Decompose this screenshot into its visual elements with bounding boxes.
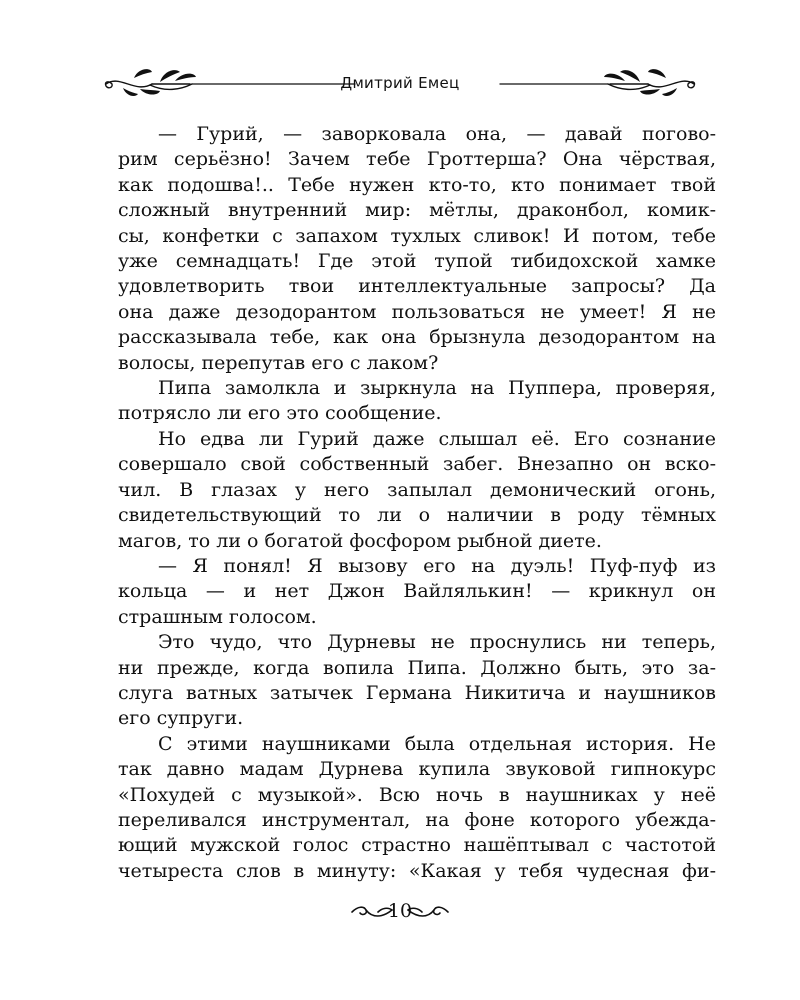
text-line: свидетельствующий то ли о наличии в роду тёмных bbox=[118, 504, 716, 527]
body-text bbox=[118, 122, 716, 884]
paragraph bbox=[118, 376, 716, 427]
text-line: С этими наушниками была отдельная история. Не bbox=[158, 732, 716, 755]
text-line: ющий мужской голос страстно нашёптывал с частотой bbox=[118, 834, 716, 857]
text-line: ни прежде, когда вопила Пипа. Должно быть, это за- bbox=[118, 656, 716, 679]
page-footer bbox=[0, 896, 800, 932]
page-header bbox=[0, 58, 800, 110]
text-line: потрясло ли его это сообщение. bbox=[118, 402, 442, 425]
text-line: рим серьёзно! Зачем тебе Гроттерша? Она чёрствая, bbox=[118, 148, 716, 171]
text-line: Это чудо, что Дурневы не проснулись ни теперь, bbox=[158, 631, 716, 654]
text-line: — Гурий, — заворковала она, — давай погово- bbox=[158, 123, 716, 145]
text-line: четыреста слов в минуту: «Какая у тебя чудесная фи- bbox=[118, 859, 716, 882]
text-line: совершало свой собственный забег. Внезапно он вско- bbox=[118, 453, 716, 476]
text-line: сложный внутренний мир: мётлы, драконбол, комик- bbox=[118, 199, 716, 222]
running-head-author: Дмитрий Емец bbox=[340, 74, 460, 92]
text-line: слуга ватных затычек Германа Никитича и наушников bbox=[118, 681, 716, 704]
text-line: его супруги. bbox=[118, 707, 244, 730]
paragraph bbox=[118, 630, 716, 732]
text-line: волосы, перепутав его с лаком? bbox=[118, 351, 439, 374]
text-line: — Я понял! Я вызову его на дуэль! Пуф-пуф из bbox=[158, 554, 716, 577]
text-line: Пипа замолкла и зыркнула на Пуппера, проверяя, bbox=[158, 377, 716, 400]
text-line: рассказывала тебе, как она брызнула дезодорантом на bbox=[118, 326, 716, 349]
text-line: так давно мадам Дурнева купила звуковой гипнокурс bbox=[118, 758, 716, 781]
text-line: кольца — и нет Джон Вайлялькин! — крикнул он bbox=[118, 580, 716, 603]
text-line: она даже дезодорантом пользоваться не умеет! Я не bbox=[118, 300, 716, 323]
text-line: «Похудей с музыкой». Всю ночь в наушниках у неё bbox=[118, 783, 716, 806]
text-line: удовлетворить твои интеллектуальные запросы? Да bbox=[118, 275, 716, 298]
paragraph bbox=[118, 554, 716, 630]
text-line: Но едва ли Гурий даже слышал её. Его сознание bbox=[158, 427, 716, 450]
text-line: уже семнадцать! Где этой тупой тибидохской хамке bbox=[118, 250, 716, 273]
text-line: страшным голосом. bbox=[118, 605, 317, 628]
page-number: 10 bbox=[387, 900, 413, 922]
text-line: переливался инструментал, на фоне которого убежда- bbox=[118, 808, 716, 831]
text-line: магов, то ли о богатой фосфором рыбной диете. bbox=[118, 529, 602, 552]
text-line: сы, конфетки с запахом тухлых сливок! И потом, тебе bbox=[118, 224, 716, 247]
text-line: чил. В глазах у него запылал демонический огонь, bbox=[118, 478, 716, 501]
text-line: как подошва!.. Тебе нужен кто-то, кто понимает твой bbox=[118, 173, 716, 196]
paragraph bbox=[118, 732, 716, 884]
paragraph bbox=[118, 122, 716, 376]
paragraph bbox=[118, 427, 716, 554]
